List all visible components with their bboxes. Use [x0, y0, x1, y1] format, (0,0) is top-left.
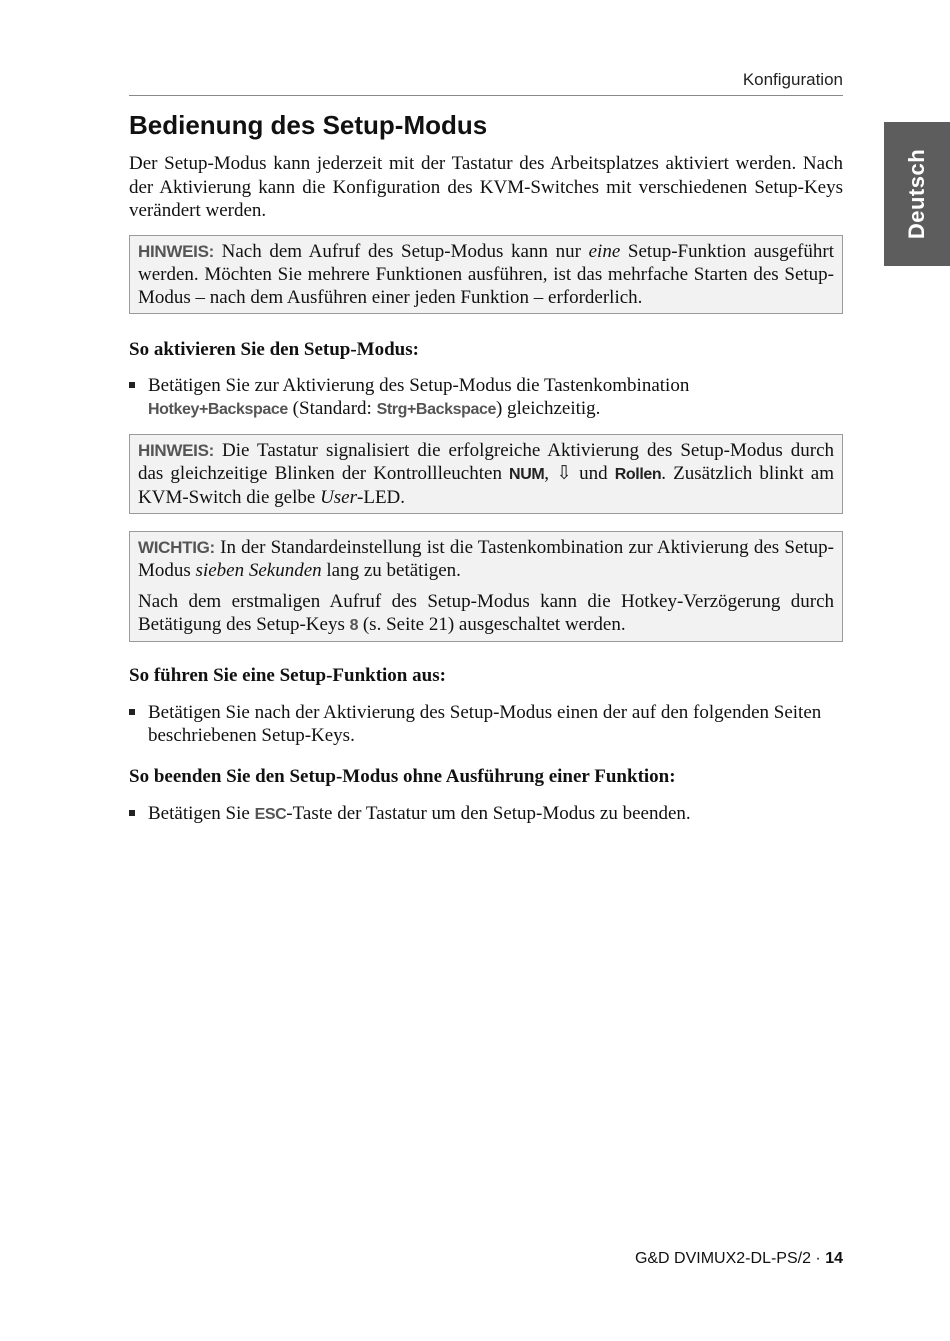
note-2-text-b: , ⇩ und	[544, 463, 615, 484]
note-2-text-d: -LED.	[357, 487, 406, 508]
section-1-bullet-b: (Standard:	[287, 398, 377, 419]
note-3-emphasis: sieben Sekunden	[195, 560, 322, 581]
section-3-bullet-b: -Taste der Tastatur um den Setup-Modus zu beenden.	[286, 803, 691, 824]
page-footer	[635, 1250, 843, 1268]
key-rollen: Rollen	[614, 466, 662, 483]
note-3-label: WICHTIG:	[138, 538, 215, 557]
intro-paragraph: Der Setup-Modus kann jederzeit mit der Tastatur des Arbeitsplatzes aktiviert werden. Nach der Aktivierung kann die Konfiguration des KVM-Switches mit verschiedenen Setup-Keys verändert werden.	[129, 153, 843, 221]
key-esc: ESC	[254, 806, 287, 823]
section-3-bullet-text	[148, 802, 843, 826]
bullet-icon	[129, 382, 135, 388]
section-3-heading: So beenden Sie den Setup-Modus ohne Ausführung einer Funktion:	[129, 766, 676, 787]
note-1-emphasis: eine	[588, 241, 621, 262]
section-1-bullet-text	[148, 374, 843, 421]
note-3-para2-b: (s. Seite 21) ausgeschaltet werden.	[358, 614, 626, 635]
bullet-icon	[129, 709, 135, 715]
note-3-text-b: lang zu betätigen.	[321, 560, 461, 581]
note-2-emphasis: User	[320, 487, 358, 508]
footer-product: G&D DVIMUX2-DL-PS/2 ·	[634, 1250, 826, 1267]
section-1-bullet	[129, 374, 843, 421]
section-2-bullet	[129, 701, 843, 747]
note-2-label: HINWEIS:	[138, 441, 214, 460]
note-box-wichtig	[129, 531, 843, 642]
section-1-bullet-c: ) gleichzeitig.	[495, 398, 601, 419]
note-1-text-b: Setup-Funktion ausgeführt werden. Möchten Sie mehrere Funktionen ausführen, ist das mehrfache Starten des Setup-Modus – nach dem Ausführen einer jeden Funktion – erforderlich.	[138, 241, 834, 308]
section-2-bullet-text: Betätigen Sie nach der Aktivierung des Setup-Modus einen der auf den folgenden Seiten beschriebenen Setup-Keys.	[148, 702, 822, 746]
note-box-hinweis-1	[129, 235, 843, 314]
header-rule	[129, 95, 843, 96]
key-strg-backspace: Strg+Backspace	[376, 401, 496, 418]
note-3-text	[138, 536, 834, 582]
key-hotkey-backspace: Hotkey+Backspace	[148, 401, 288, 418]
section-1-bullet-a: Betätigen Sie zur Aktivierung des Setup-Modus die Tastenkombination	[148, 375, 690, 396]
note-3-paragraph-2	[138, 590, 834, 637]
note-3-para2-a: Nach dem erstmaligen Aufruf des Setup-Modus kann die Hotkey-Verzögerung durch Betätigung des Setup-Keys	[138, 591, 834, 635]
section-3-bullet-a: Betätigen Sie	[148, 803, 255, 824]
section-1-heading: So aktivieren Sie den Setup-Modus:	[129, 339, 419, 360]
section-2-heading: So führen Sie eine Setup-Funktion aus:	[129, 665, 446, 686]
note-1-label: HINWEIS:	[138, 242, 214, 261]
page-title: Bedienung des Setup-Modus	[129, 110, 488, 140]
note-box-hinweis-2	[129, 434, 843, 514]
note-1-text-a: Nach dem Aufruf des Setup-Modus kann nur	[213, 241, 589, 262]
key-8: 8	[349, 617, 359, 634]
language-tab	[884, 122, 950, 266]
bullet-icon	[129, 810, 135, 816]
note-1-text	[138, 240, 834, 309]
note-2-text-c: . Zusätzlich blinkt am KVM-Switch die gelbe	[138, 463, 834, 508]
language-tab-label: Deutsch	[904, 148, 929, 240]
running-header: Konfiguration	[742, 70, 843, 89]
note-3-text-a: In der Standardeinstellung ist die Tastenkombination zur Aktivierung des Setup-Modus	[138, 537, 834, 581]
key-num: NUM	[509, 466, 545, 483]
page-number: 14	[825, 1250, 843, 1267]
note-2-text-a: Die Tastatur signalisiert die erfolgreiche Aktivierung des Setup-Modus durch das gleichzeitige Blinken der Kontrollleuchten	[138, 440, 834, 484]
note-2-text	[138, 439, 834, 509]
section-3-bullet	[129, 802, 843, 826]
